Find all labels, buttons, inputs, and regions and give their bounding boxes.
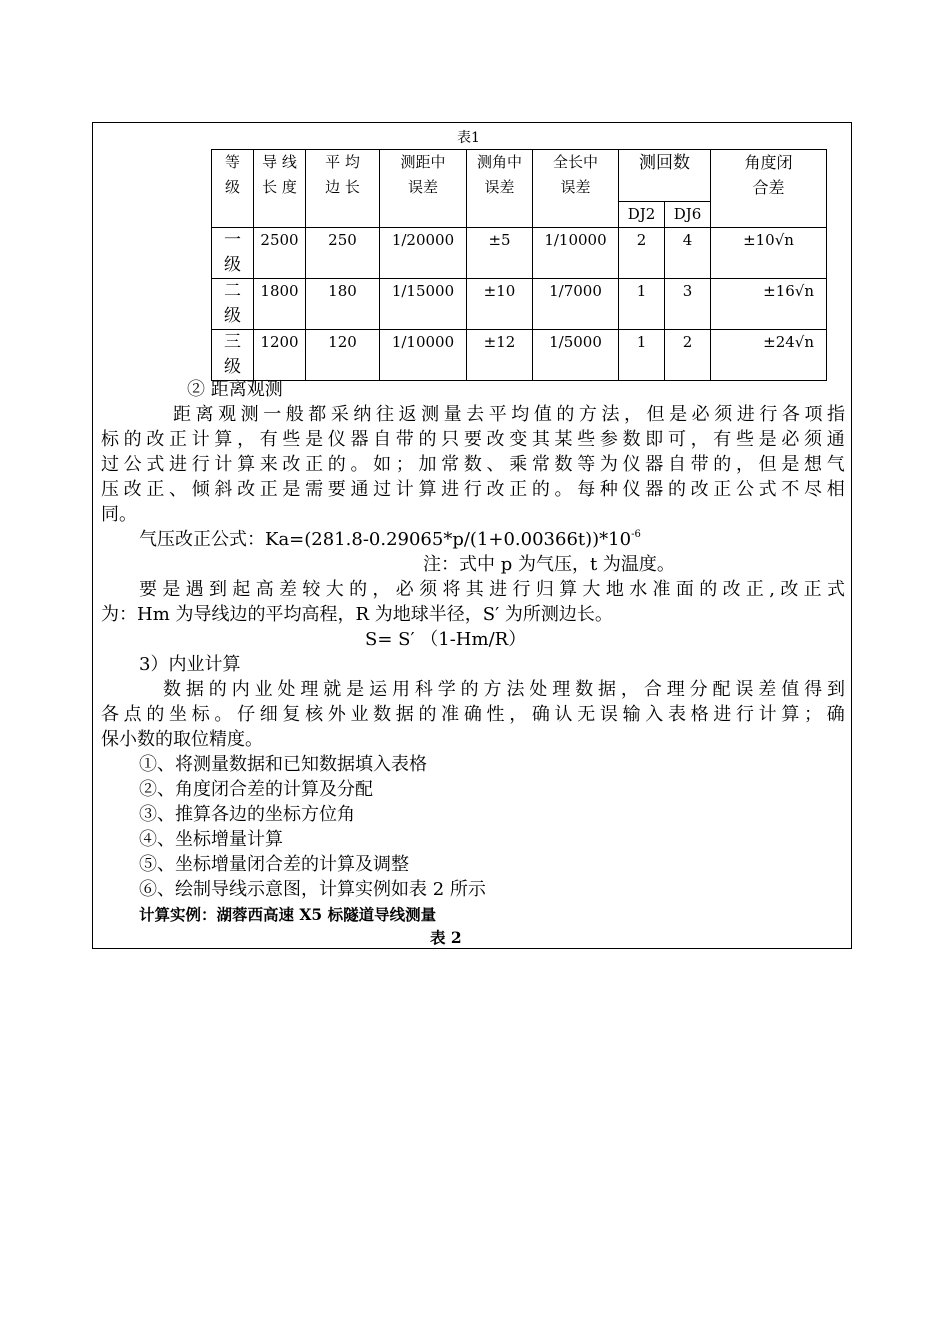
header-angle-error: 测角中 误差 [467, 150, 533, 228]
document-frame [92, 122, 852, 949]
header-rounds: 测回数 [619, 150, 711, 202]
list-item: ⑥、绘制导线示意图，计算实例如表 2 所示 [139, 879, 486, 900]
table-row: 二 级 1800 180 1/15000 ±10 1/7000 1 3 ±16√n [212, 279, 827, 330]
paragraph-line: 距离观测一般都采纳往返测量去平均值的方法，但是必须进行各项指 [173, 404, 845, 425]
header-dj2: DJ2 [619, 202, 665, 228]
header-distance-error: 测距中 误差 [380, 150, 467, 228]
header-dj6: DJ6 [665, 202, 711, 228]
distance-formula: S= S′ （1-Hm/R） [365, 629, 527, 650]
table2-caption: 表 2 [430, 928, 462, 947]
paragraph-line: 保小数的取位精度。 [101, 729, 263, 750]
list-item: ④、坐标增量计算 [139, 829, 283, 850]
paragraph-line: 要是遇到起高差较大的，必须将其进行归算大地水准面的改正,改正式 [139, 579, 845, 600]
formula-note: 注：式中 p 为气压，t 为温度。 [423, 554, 675, 575]
list-item: ③、推算各边的坐标方位角 [139, 804, 355, 825]
table-row: 三 级 1200 120 1/10000 ±12 1/5000 1 2 ±24√n [212, 330, 827, 381]
paragraph-line: 数据的内业处理就是运用科学的方法处理数据，合理分配误差值得到 [163, 679, 845, 700]
list-item: ①、将测量数据和已知数据填入表格 [139, 754, 427, 775]
list-item: ⑤、坐标增量闭合差的计算及调整 [139, 854, 409, 875]
header-traverse-length: 导 线 长 度 [254, 150, 306, 228]
table-header-row [212, 150, 827, 202]
header-angle-closure: 角度闭 合差 [711, 150, 827, 228]
pressure-formula: 气压改正公式：$Ka=(281.8-0.29065*p/(1+0.00366t))*10^{-6}$ [139, 529, 641, 550]
heading-distance-observation: ② 距离观测 [187, 379, 283, 400]
table-row: 一 级 2500 250 1/20000 ±5 1/10000 2 4 ±10√n [212, 228, 827, 279]
header-full-length-error: 全长中 误差 [533, 150, 619, 228]
paragraph-line: 为：Hm 为导线边的平均高程，R 为地球半径，S′ 为所测边长。 [101, 604, 613, 625]
header-average-side: 平 均 边 长 [306, 150, 380, 228]
paragraph-line: 同。 [101, 504, 137, 525]
paragraph-line: 各点的坐标。仔细复核外业数据的准确性，确认无误输入表格进行计算；确 [101, 704, 845, 725]
header-grade: 等 级 [212, 150, 254, 228]
paragraph-line: 标的改正计算，有些是仪器自带的只要改变其某些参数即可，有些是必须通 [101, 429, 845, 450]
example-title: 计算实例：湖蓉西高速 X5 标隧道导线测量 [139, 905, 437, 924]
paragraph-line: 压改正、倾斜改正是需要通过计算进行改正的。每种仪器的改正公式不尽相 [101, 479, 845, 500]
heading-internal-calculation: 3）内业计算 [139, 654, 241, 675]
table1-caption: 表1 [457, 130, 480, 146]
traverse-grade-table [211, 149, 827, 381]
paragraph-line: 过公式进行计算来改正的。如；加常数、乘常数等为仪器自带的，但是想气 [101, 454, 845, 475]
list-item: ②、角度闭合差的计算及分配 [139, 779, 373, 800]
formula-exponent: -6 [631, 529, 641, 540]
